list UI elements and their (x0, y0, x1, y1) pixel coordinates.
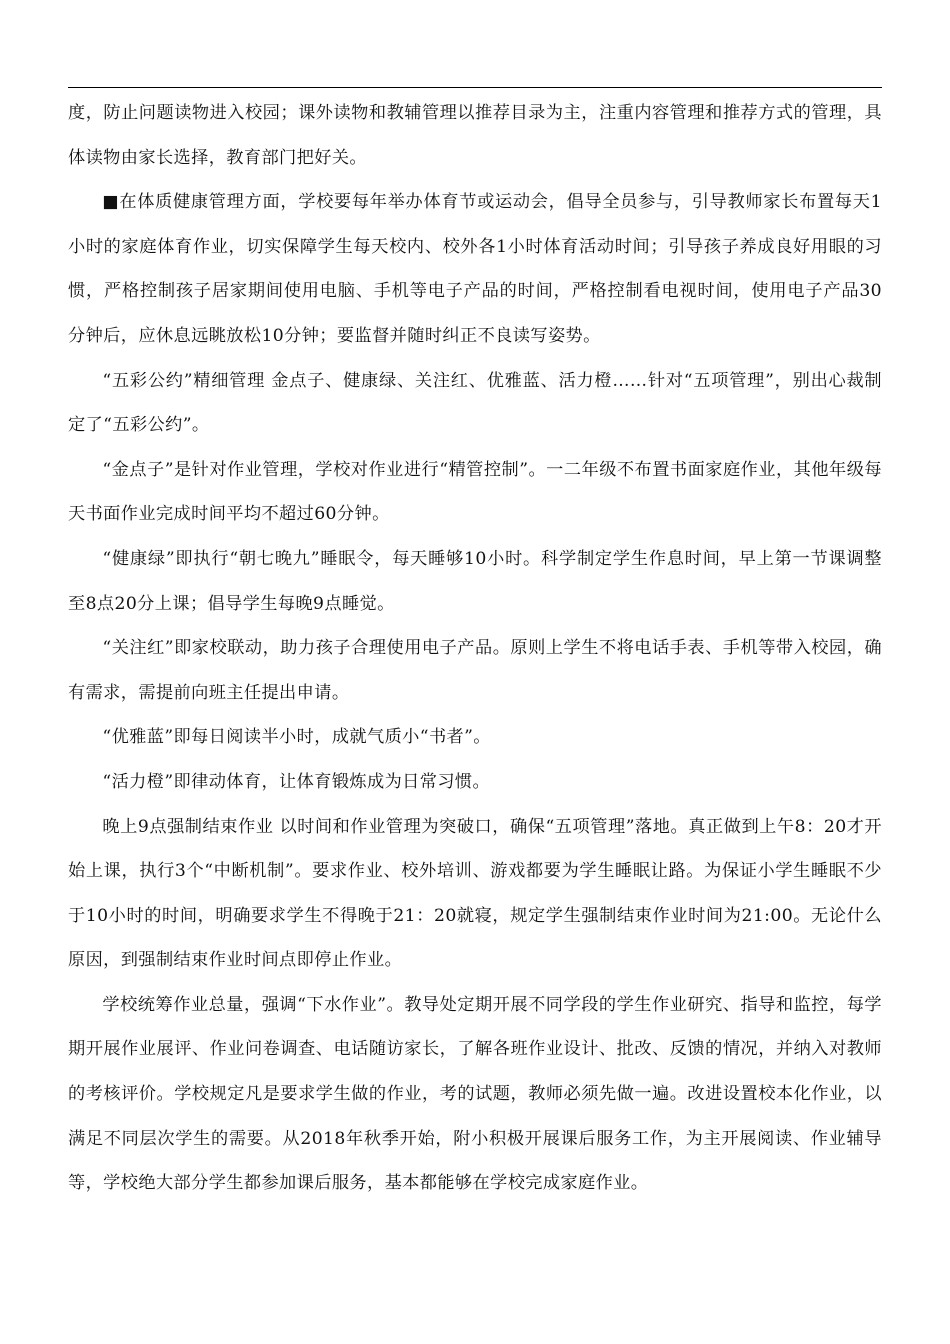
paragraph-3: “五彩公约”精细管理 金点子、健康绿、关注红、优雅蓝、活力橙……针对“五项管理”，别出心裁制定了“五彩公约”。 (68, 370, 882, 436)
paragraph-6: “关注红”即家校联动，助力孩子合理使用电子产品。原则上学生不将电话手表、手机等带入校园，确有需求，需提前向班主任提出申请。 (68, 638, 882, 703)
paragraph-10: 学校统筹作业总量，强调“下水作业”。教导处定期开展不同学段的学生作业研究、指导和监控，每学期开展作业展评、作业问卷调查、电话随访家长，了解各班作业设计、批改、反馈的情况，并纳入对教师的考核评价。学校规定凡是要求学生做的作业，考的试题，教师必须先做一遍。改进设置校本化作业，以满足不同层次学生的需要。从2018年秋季开始，附小积极开展课后服务工作，为主开展阅读、作业辅导等，学校绝大部分学生都参加课后服务，基本都能够在学校完成家庭作业。 (68, 994, 882, 1194)
paragraph-1: 度，防止问题读物进入校园；课外读物和教辅管理以推荐目录为主，注重内容管理和推荐方式的管理，具体读物由家长选择，教育部门把好关。 (68, 103, 882, 168)
document-body (68, 91, 882, 1206)
paragraph-7: “优雅蓝”即每日阅读半小时，成就气质小“书者”。 (102, 727, 491, 748)
paragraph-4: “金点子”是针对作业管理，学校对作业进行“精管控制”。一二年级不布置书面家庭作业，其他年级每天书面作业完成时间平均不超过60分钟。 (68, 459, 882, 525)
header-rule (68, 87, 882, 88)
paragraph-9: 晚上9点强制结束作业 以时间和作业管理为突破口，确保“五项管理”落地。真正做到上午8：20才开始上课，执行3个“中断机制”。要求作业、校外培训、游戏都要为学生睡眠让路。为保证小学生睡眠不少于10小时的时间，明确要求学生不得晚于21：20就寝，规定学生强制结束作业时间为21:00。无论什么原因，到强制结束作业时间点即停止作业。 (68, 816, 882, 971)
paragraph-5: “健康绿”即执行“朝七晚九”睡眠令，每天睡够10小时。科学制定学生作息时间，早上第一节课调整至8点20分上课；倡导学生每晚9点睡觉。 (68, 548, 882, 614)
paragraph-2: ■在体质健康管理方面，学校要每年举办体育节或运动会，倡导全员参与，引导教师家长布置每天1小时的家庭体育作业，切实保障学生每天校内、校外各1小时体育活动时间；引导孩子养成良好用眼的习惯，严格控制孩子居家期间使用电脑、手机等电子产品的时间，严格控制看电视时间，使用电子产品30分钟后，应休息远眺放松10分钟；要监督并随时纠正不良读写姿势。 (68, 192, 882, 346)
paragraph-8: “活力橙”即律动体育，让体育锻炼成为日常习惯。 (102, 771, 491, 792)
